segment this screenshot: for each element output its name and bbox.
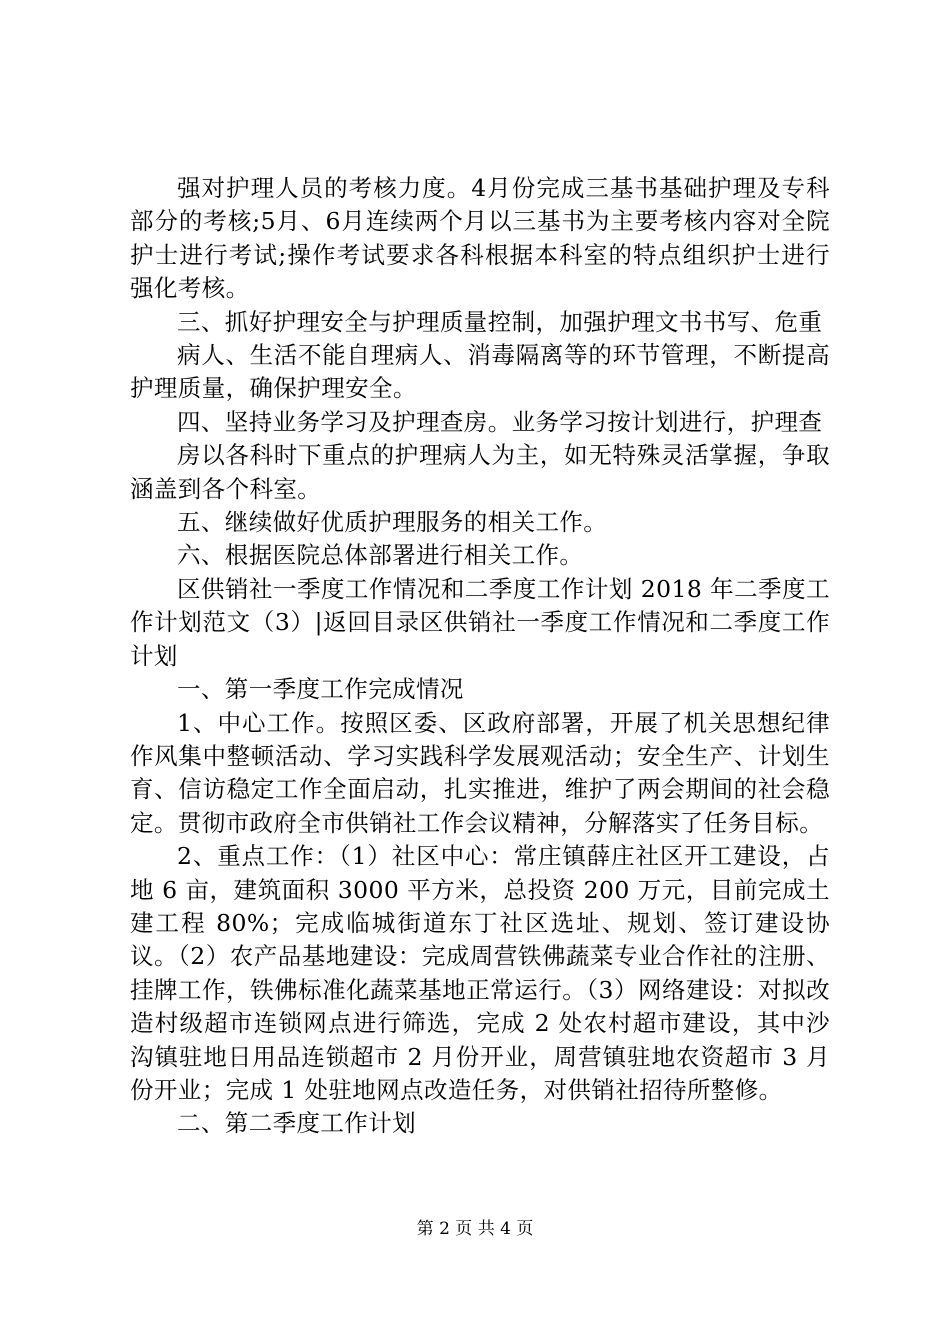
paragraph-study-heading: 四、坚持业务学习及护理查房。业务学习按计划进行，护理查 [177,407,823,436]
paragraph-q1-heading: 一、第一季度工作完成情况 [177,675,464,704]
paragraph-q2-heading: 二、第二季度工作计划 [177,1109,416,1138]
paragraph-assessment: 强对护理人员的考核力度。4月份完成三基书基础护理及专科部分的考核;5月、6月连续两个月以三基书为主要考核内容对全院护士进行考试;操作考试要求各科根据本科室的特点组织护士进行强化考核。 [130,174,830,303]
paragraph-safety-body: 病人、生活不能自理病人、消毒隔离等的环节管理，不断提高护理质量，确保护理安全。 [130,341,830,403]
paragraph-key-work: 2、重点工作：（1）社区中心：常庄镇薛庄社区开工建设，占地 6 亩，建筑面积 3000 平方米，总投资 200 万元，目前完成土建工程 80%；完成临城街道东丁社区选址、规划、签订建设协议。（2）农产品基地建设：完成周营铁佛蔬菜专业合作社的注册、挂牌工作，铁佛标准化蔬菜基地正常运行。（3）网络建设：对拟改造村级超市连锁网点进行筛选，完成 2 处农村超市建设，其中沙沟镇驻地日用品连锁超市 2 月份开业，周营镇驻地农资超市 3 月份开业；完成 1 处驻地网点改造任务，对供销社招待所整修。 [130,842,830,1104]
paragraph-safety-heading: 三、抓好护理安全与护理质量控制，加强护理文书书写、危重 [177,307,823,336]
paragraph-central-work: 1、中心工作。按照区委、区政府部署，开展了机关思想纪律作风集中整顿活动、学习实践科学发展观活动；安全生产、计划生育、信访稳定工作全面启动，扎实推进，维护了两会期间的社会稳定。贯彻市政府全市供销社工作会议精神，分解落实了任务目标。 [130,708,830,837]
paragraph-hospital-deployment: 六、根据医院总体部署进行相关工作。 [177,541,584,570]
document-body [130,172,830,1141]
paragraph-study-body: 房以各科时下重点的护理病人为主，如无特殊灵活掌握，争取涵盖到各个科室。 [130,441,830,503]
page-footer: 第 2 页 共 4 页 [416,1219,534,1239]
paragraph-quality-service: 五、继续做好优质护理服务的相关工作。 [177,508,608,537]
paragraph-section-title: 区供销社一季度工作情况和二季度工作计划 2018 年二季度工作计划范文（3）|返回目录区供销社一季度工作情况和二季度工作计划 [130,574,830,670]
